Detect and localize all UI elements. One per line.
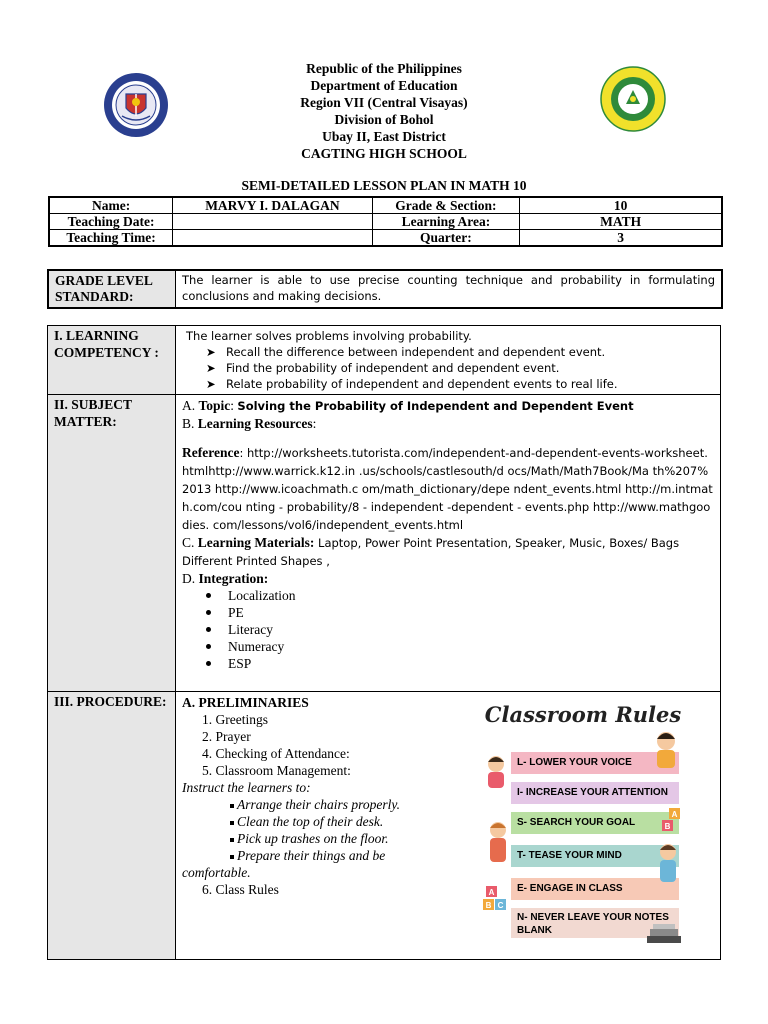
instruct-line: Instruct the learners to: (182, 780, 311, 795)
reference-label: Reference (182, 445, 240, 460)
books-icon (647, 924, 681, 944)
procedure-step: 2. Prayer (202, 729, 251, 744)
list-item: Literacy (228, 621, 714, 638)
quarter-label: Quarter: (372, 230, 520, 247)
header-line-republic: Republic of the Philippines (306, 61, 462, 76)
list-item: PE (228, 604, 714, 621)
letter-blocks-icon (483, 886, 507, 914)
list-item: ESP (228, 655, 714, 672)
preliminaries-heading: A. PRELIMINARIES (182, 695, 309, 710)
instruction-tail: comfortable. (182, 865, 251, 880)
bullet-icon (206, 593, 211, 598)
learning-area-label: Learning Area: (372, 214, 520, 230)
quarter-value: 3 (520, 230, 722, 247)
instruction-item: Arrange their chairs properly. (182, 796, 714, 813)
square-bullet-icon (230, 804, 234, 808)
teaching-time-value (173, 230, 372, 247)
bullet-icon (206, 644, 211, 649)
kid-illustration-icon (651, 730, 681, 770)
letter-blocks-icon (661, 808, 681, 834)
teaching-date-label: Teaching Date: (49, 214, 173, 230)
header-line-division: Division of Bohol (334, 112, 434, 127)
subject-matter-cell (176, 395, 721, 692)
integration-list (182, 587, 714, 672)
rule-strip: E- ENGAGE IN CLASS (511, 878, 679, 900)
procedure-step: 5. Classroom Management: (202, 763, 351, 778)
topic-value: Solving the Probability of Independent and Dependent Event (237, 399, 634, 413)
arrow-bullet-icon: ➤ (206, 361, 216, 375)
kid-illustration-icon (485, 820, 511, 864)
procedure-label: III. PROCEDURE: (48, 692, 176, 960)
learning-competency-cell (176, 326, 721, 395)
school-header (0, 60, 768, 162)
rule-strip: L- LOWER YOUR VOICE (511, 752, 679, 774)
bullet-icon (206, 661, 211, 666)
header-line-school: CAGTING HIGH SCHOOL (301, 146, 467, 161)
rule-strip: S- SEARCH YOUR GOAL (511, 812, 679, 834)
list-item: Localization (228, 587, 714, 604)
list-item: Numeracy (228, 638, 714, 655)
learning-competency-label: I. LEARNING COMPETENCY : (48, 326, 176, 395)
rule-strip: N- NEVER LEAVE YOUR NOTES BLANK (511, 908, 679, 938)
list-item: ➤ Recall the difference between independent and dependent event. (206, 345, 606, 359)
instruction-item: Clean the top of their desk. (182, 813, 714, 830)
instruction-item: Prepare their things and be (182, 847, 714, 864)
svg-text:A: A (488, 888, 495, 897)
header-line-region: Region VII (Central Visayas) (300, 95, 468, 110)
subject-matter-label: II. SUBJECT MATTER: (48, 395, 176, 692)
letter-block-label: B (664, 822, 671, 831)
bullet-icon (206, 610, 211, 615)
learning-area-value: MATH (520, 214, 722, 230)
competency-list (182, 344, 714, 392)
topic-line: A. Topic: Solving the Probability of Independent and Dependent Event (182, 398, 634, 413)
kid-illustration-icon (655, 842, 681, 884)
letter-block-label: A (671, 810, 678, 819)
grade-level-standard-text: The learner is able to use precise counting technique and probability in formulating conclusions and making decisions. (176, 270, 723, 308)
square-bullet-icon (230, 821, 234, 825)
arrow-bullet-icon: ➤ (206, 377, 216, 391)
procedure-step: 6. Class Rules (202, 882, 279, 897)
square-bullet-icon (230, 855, 234, 859)
reference-block (182, 444, 714, 534)
materials-value: Laptop, Power Point Presentation, Speaker, Music, Boxes/ Bags Different Printed Shapes , (182, 536, 680, 568)
integration-line: D. Integration: (182, 571, 269, 586)
procedure-step: 1. Greetings (202, 712, 268, 727)
resources-line: B. Learning Resources: (182, 416, 317, 431)
grade-level-standard-table (47, 269, 723, 309)
grade-section-label: Grade & Section: (372, 197, 520, 214)
teaching-date-value (173, 214, 372, 230)
header-line-department: Department of Education (310, 78, 458, 93)
arrow-bullet-icon: ➤ (206, 345, 216, 359)
bullet-icon (206, 627, 211, 632)
instruction-item: Pick up trashes on the floor. (182, 830, 714, 847)
svg-text:C: C (497, 901, 504, 910)
classroom-rules-poster (483, 702, 683, 948)
grade-level-standard-label: GRADE LEVEL STANDARD: (48, 270, 176, 308)
list-item: ➤ Relate probability of independent and dependent events to real life. (206, 377, 618, 391)
header-line-district: Ubay II, East District (322, 129, 446, 144)
reference-value: : http://worksheets.tutorista.com/independent-and-dependent-events-worksheet.htmlhttp://www.warrick.k12.in .us/schools/castlesouth/d ocs/Math/Math7Book/Ma th%207%2013 http://www.icoachmath.c om/math_dictionary/depe ndent_events.html http://m.intmath.com/cou nting - probability/8 - independent -dependent - events.php http://www.mathgoodies. com/lessons/vol6/independent_events.html (182, 446, 713, 532)
kid-illustration-icon (483, 754, 509, 790)
procedure-step: 4. Checking of Attendance: (202, 746, 350, 761)
name-value: MARVY I. DALAGAN (173, 197, 372, 214)
grade-section-value: 10 (520, 197, 722, 214)
competency-intro: The learner solves problems involving probability. (186, 329, 472, 343)
square-bullet-icon (230, 838, 234, 842)
lesson-plan-title: SEMI-DETAILED LESSON PLAN IN MATH 10 (241, 178, 527, 193)
materials-line: C. Learning Materials: Laptop, Power Point Presentation, Speaker, Music, Boxes/ Bags Different Printed Shapes , (182, 535, 680, 568)
rule-strip: I- INCREASE YOUR ATTENTION (511, 782, 679, 804)
svg-text:B: B (485, 901, 492, 910)
teacher-info-table (48, 196, 723, 247)
classroom-rules-title: Classroom Rules (484, 702, 682, 727)
teaching-time-label: Teaching Time: (49, 230, 173, 247)
name-label: Name: (49, 197, 173, 214)
list-item: ➤ Find the probability of independent and dependent event. (206, 361, 560, 375)
rule-strip: T- TEASE YOUR MIND (511, 845, 679, 867)
